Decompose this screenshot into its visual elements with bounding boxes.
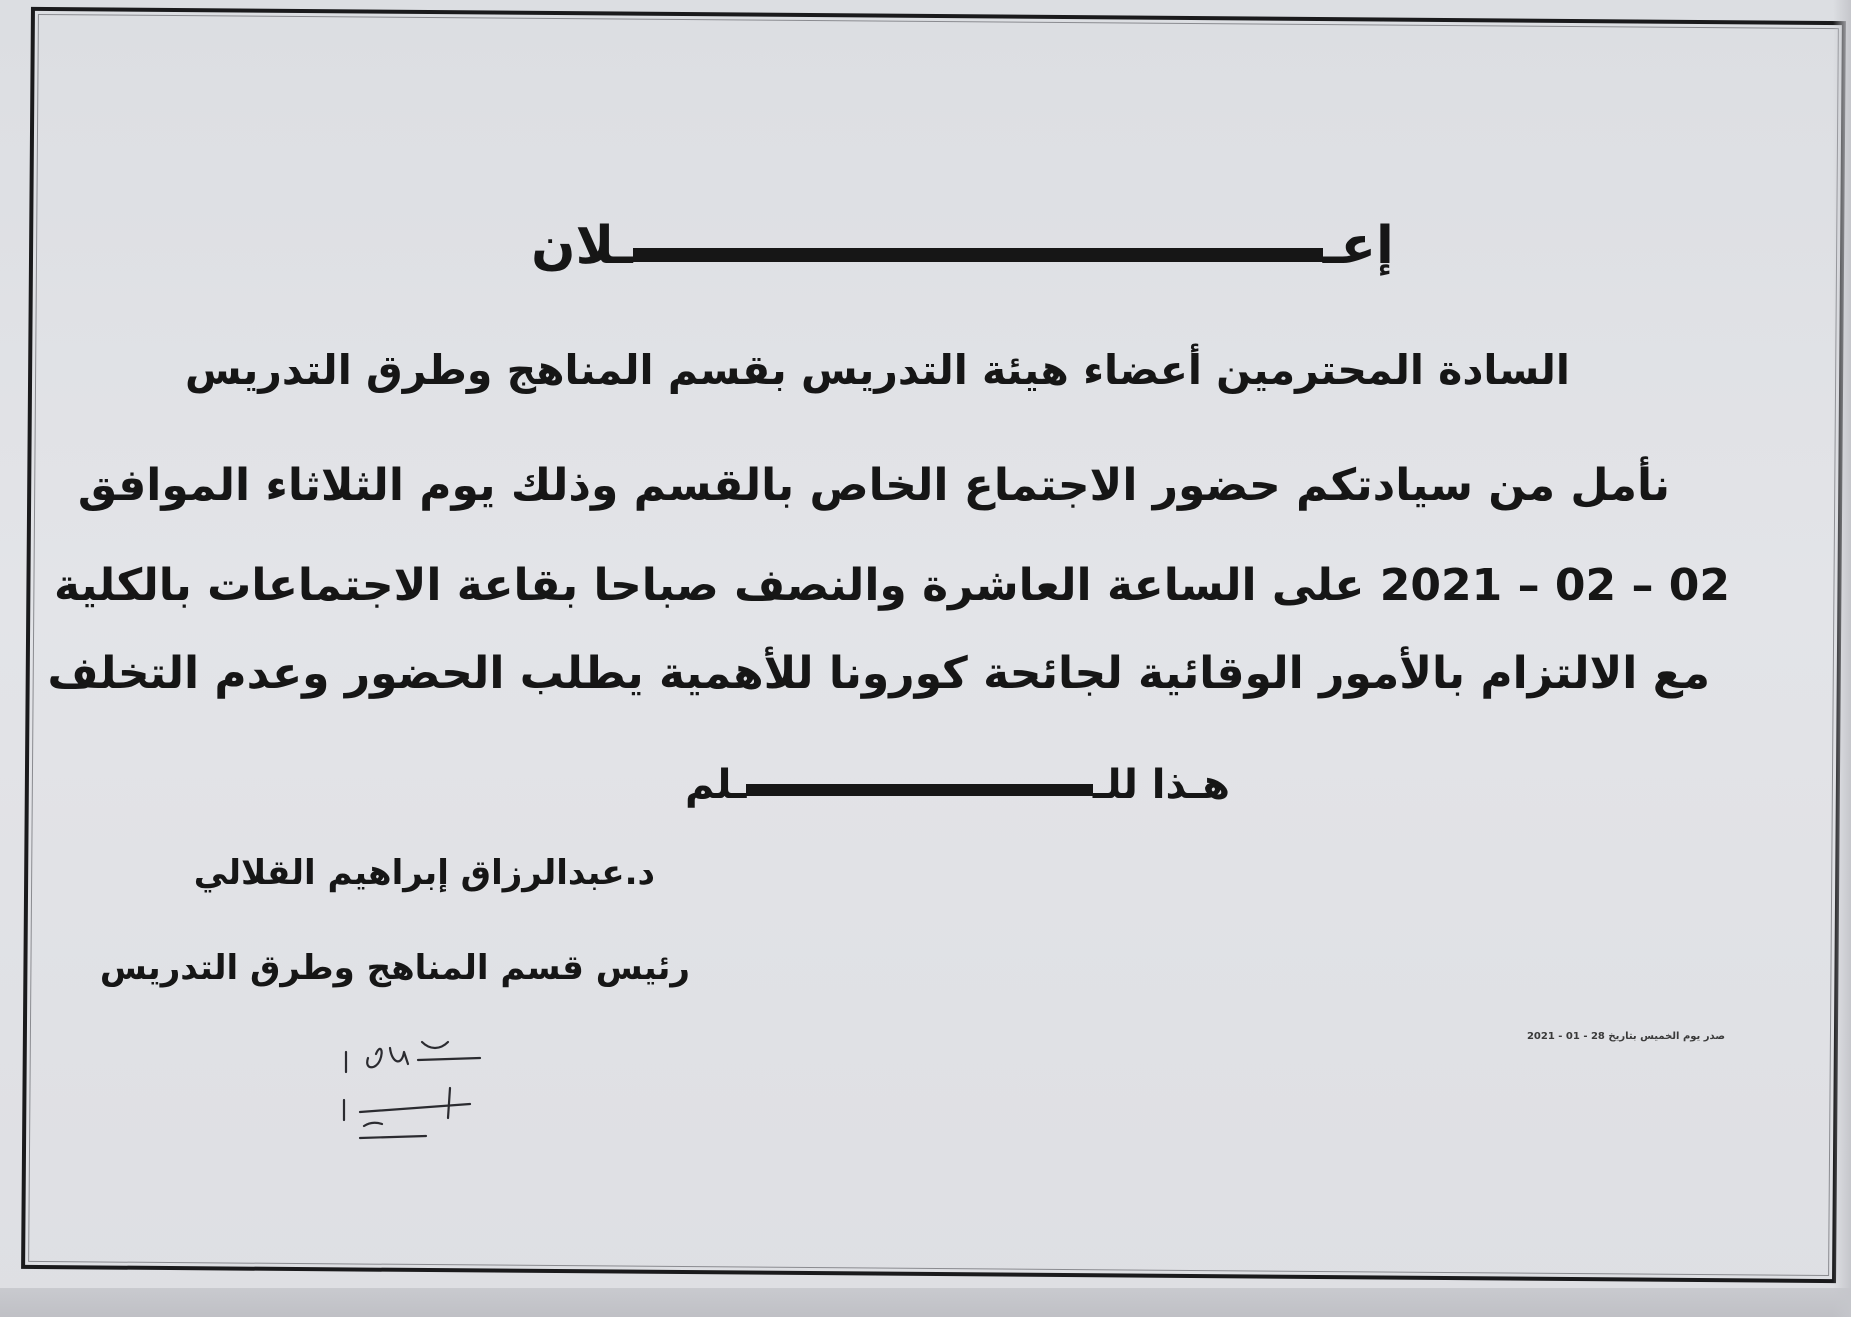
body-line-1: نأمل من سيادتكم حضور الاجتماع الخاص بالقسم وذلك يوم الثلاثاء الموافق [77, 460, 1670, 511]
body-line-3: مع الالتزام بالأمور الوقائية لجائحة كورونا للأهمية يطلب الحضور وعدم التخلف [47, 648, 1710, 699]
closing-kashida-stroke [746, 784, 1092, 796]
title-kashida-stroke [633, 248, 1323, 262]
announcement-title [495, 196, 1430, 276]
closing-start: هـذا للـ [1092, 762, 1230, 808]
title-last-letters: ـلان [531, 216, 633, 276]
signatory-position: رئيس قسم المناهج وطرق التدريس [99, 948, 690, 988]
issue-date-note: صدر يوم الخميس بتاريخ 28 - 01 - 2021 [1526, 1031, 1725, 1042]
page-bottom-edge [0, 1288, 1851, 1317]
addressee-line: السادة المحترمين أعضاء هيئة التدريس بقسم المناهج وطرق التدريس [184, 346, 1570, 394]
title-first-letter: إعـ [1322, 216, 1394, 276]
handwritten-signature [330, 1030, 530, 1150]
body-line-2: 02 – 02 – 2021 على الساعة العاشرة والنصف صباحا بقاعة الاجتماعات بالكلية [54, 560, 1730, 611]
page-right-edge [1833, 0, 1851, 1317]
signatory-name: د.عبدالرزاق إبراهيم القلالي [193, 853, 655, 893]
closing-phrase [685, 748, 1230, 808]
closing-end: ـلم [685, 762, 747, 808]
